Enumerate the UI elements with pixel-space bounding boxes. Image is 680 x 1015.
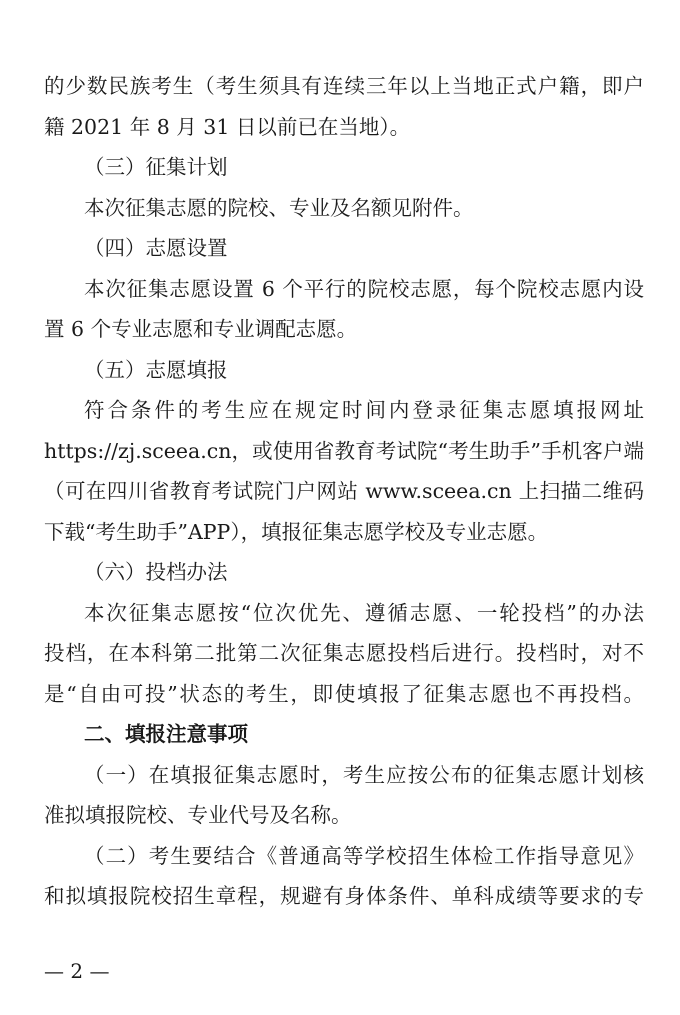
paragraph-line: https://zj.sceea.cn，或使用省教育考试院“考生助手”手机客户端 — [44, 439, 644, 463]
paragraph-line: （二）考生要结合《普通高等学校招生体检工作指导意见》 — [84, 844, 644, 868]
paragraph-line: 本次征集志愿的院校、专业及名额见附件。 — [84, 196, 474, 220]
paragraph-line: （一）在填报征集志愿时，考生应按公布的征集志愿计划核 — [84, 763, 644, 787]
paragraph-line: 符合条件的考生应在规定时间内登录征集志愿填报网址 — [84, 398, 644, 422]
paragraph-line: 准拟填报院校、专业代号及名称。 — [44, 803, 352, 827]
page-number: — 2 — — [44, 959, 110, 983]
section-heading-method: （六）投档办法 — [84, 560, 228, 584]
section-heading-plan: （三）征集计划 — [84, 155, 228, 179]
section-heading-notes: 二、填报注意事项 — [84, 722, 248, 746]
paragraph-line: 本次征集志愿设置 6 个平行的院校志愿，每个院校志愿内设 — [84, 277, 644, 301]
paragraph-line: 投档，在本科第二批第二次征集志愿投档后进行。投档时，对不 — [44, 641, 644, 665]
paragraph-line: 的少数民族考生（考生须具有连续三年以上当地正式户籍，即户 — [44, 74, 644, 98]
section-heading-settings: （四）志愿设置 — [84, 236, 228, 260]
section-heading-filling: （五）志愿填报 — [84, 358, 228, 382]
paragraph-line: 置 6 个专业志愿和专业调配志愿。 — [44, 317, 358, 341]
paragraph-line: （可在四川省教育考试院门户网站 www.sceea.cn 上扫描二维码 — [44, 479, 644, 503]
paragraph-line: 下载“考生助手”APP），填报征集志愿学校及专业志愿。 — [44, 520, 549, 544]
paragraph-line: 和拟填报院校招生章程，规避有身体条件、单科成绩等要求的专 — [44, 884, 644, 908]
paragraph-line: 籍 2021 年 8 月 31 日以前已在当地）。 — [44, 115, 411, 139]
paragraph-line: 本次征集志愿按“位次优先、遵循志愿、一轮投档”的办法 — [84, 601, 644, 625]
paragraph-line: 是“自由可投”状态的考生，即使填报了征集志愿也不再投档。 — [44, 682, 644, 706]
